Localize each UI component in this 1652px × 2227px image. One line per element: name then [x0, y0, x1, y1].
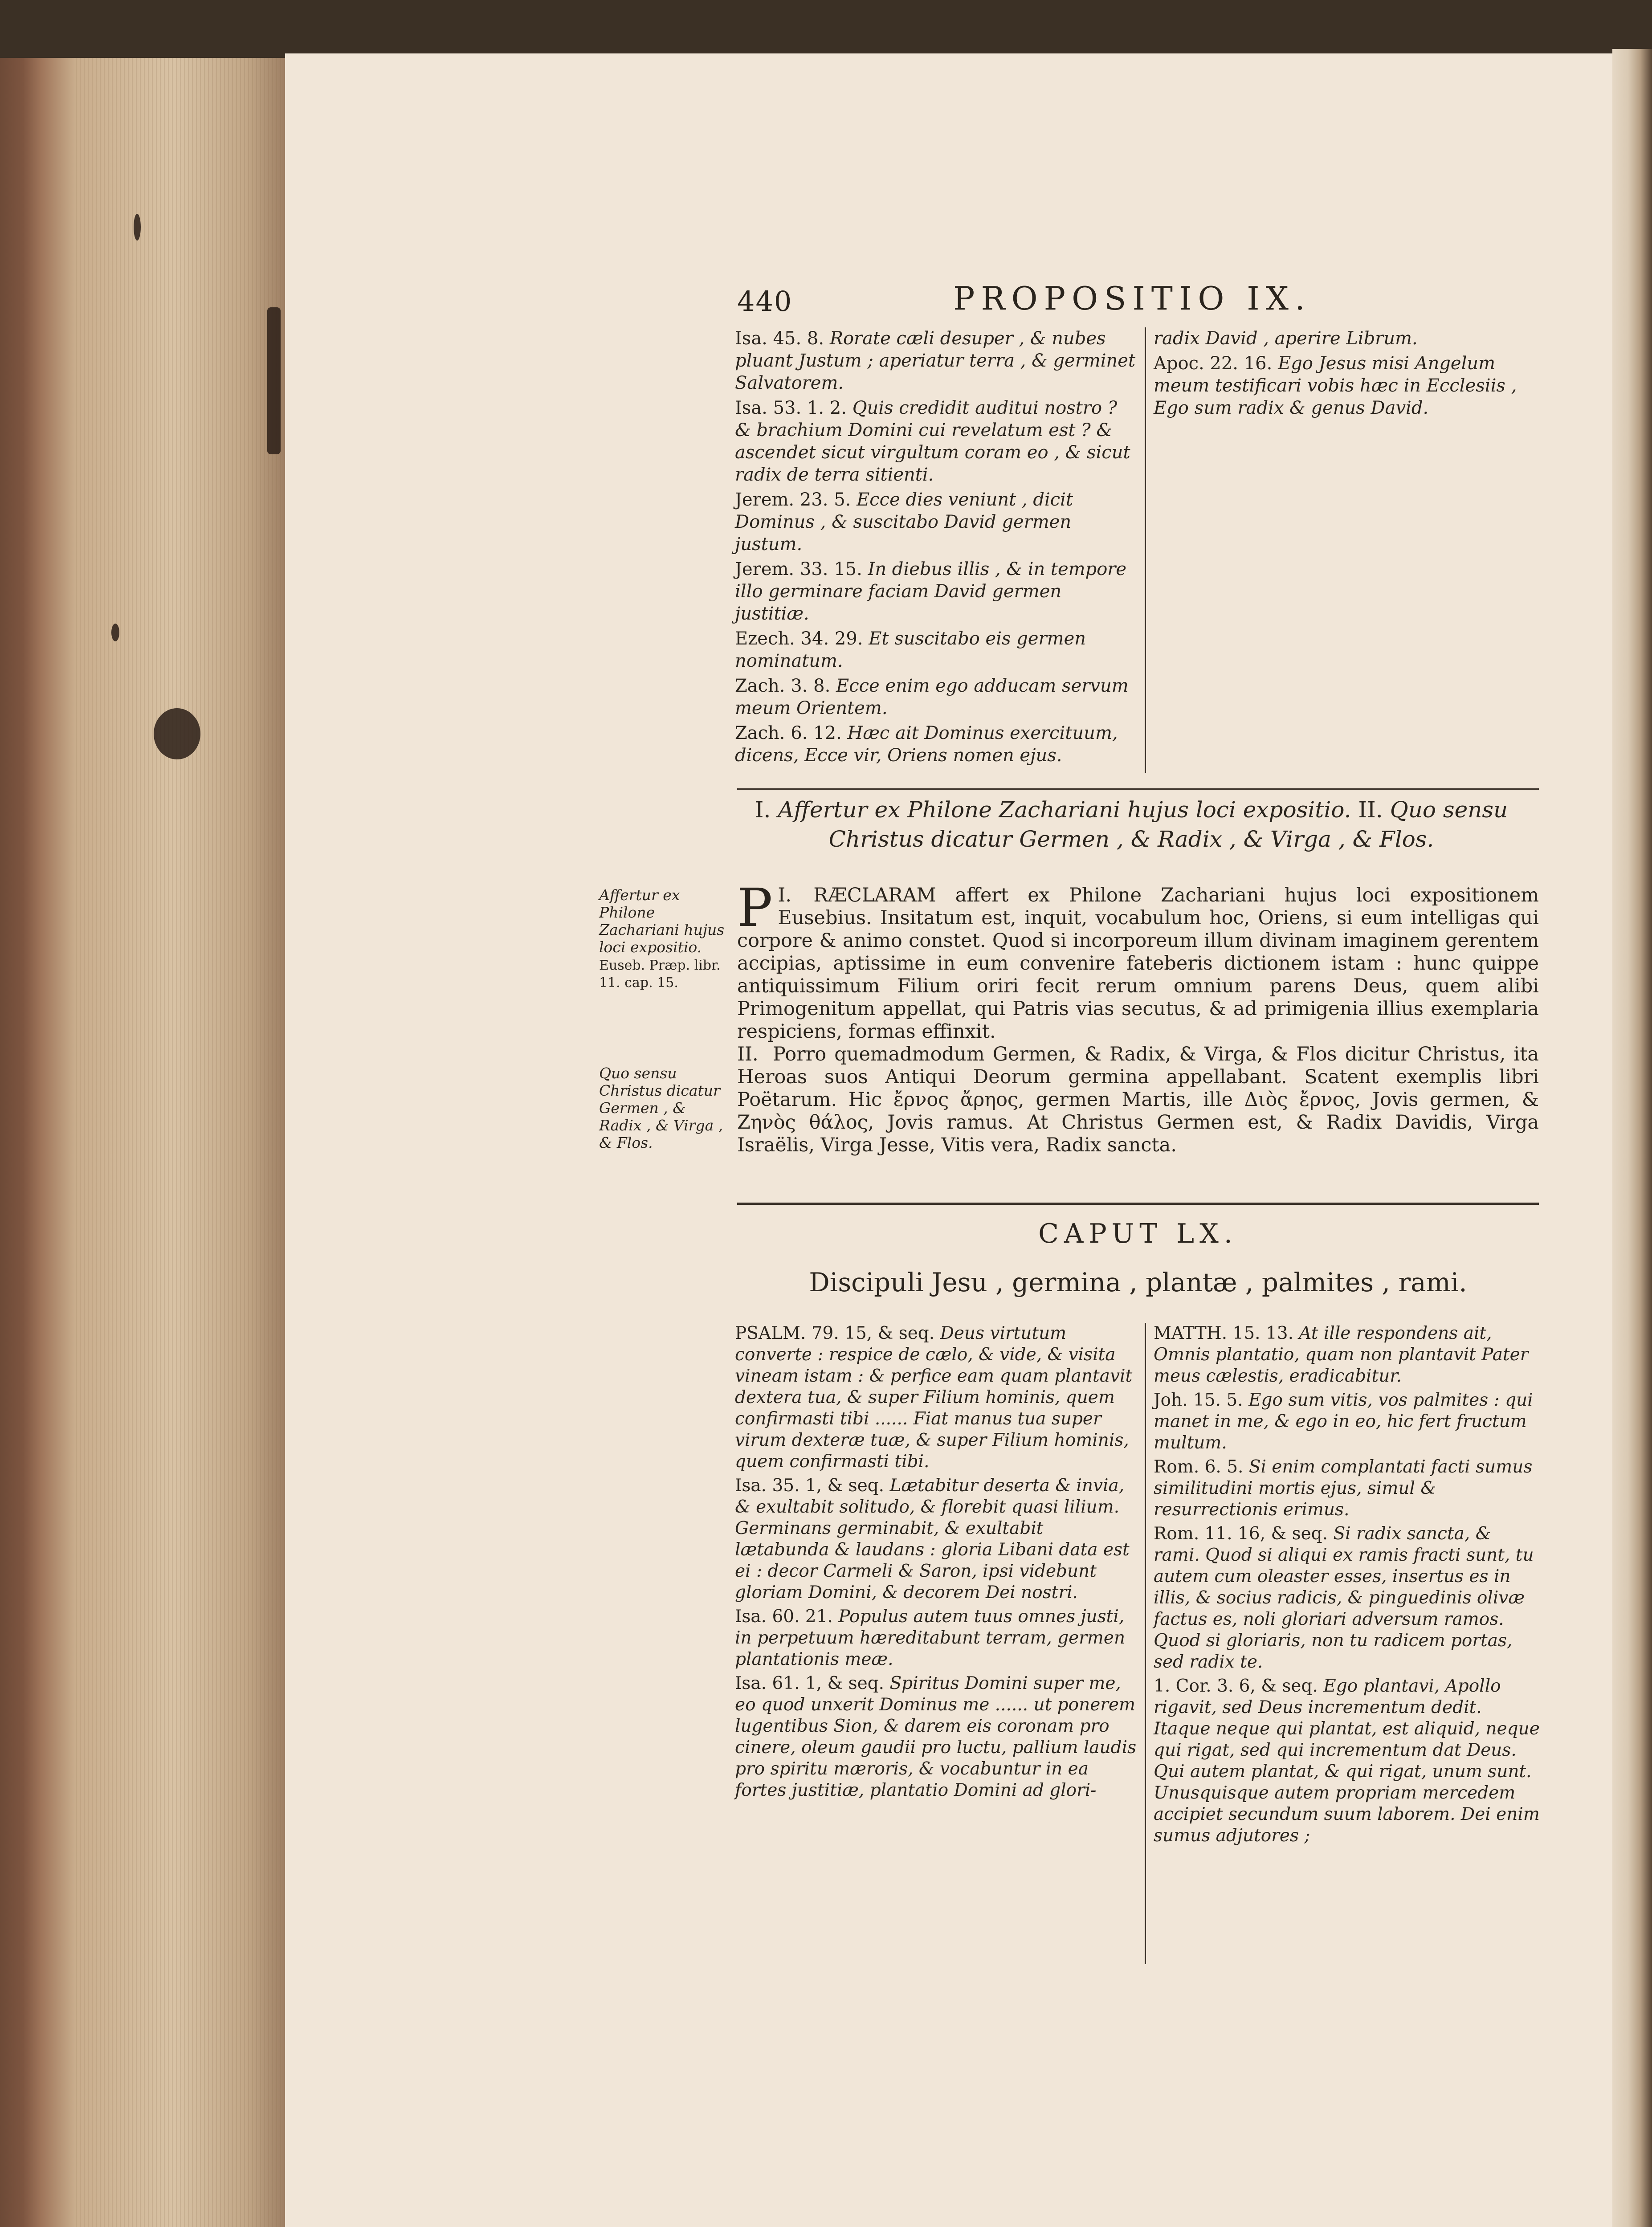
chapter-subtitle: Discipuli Jesu , germina , plantæ , palmites , rami.: [809, 1267, 1467, 1297]
column-rule: [1145, 327, 1146, 773]
scripture-entry: radix David , aperire Librum.: [1154, 328, 1418, 349]
scripture-entry: Isa. 61. 1, & seq. Spiritus Domini super me, eo quod unxerit Dominus me ...... ut ponerem lugentibus Sion, & darem eis coronam pro cinere, oleum gaudii pro luctu, pallium laudis pro spiritu mæroris, & vocabuntur in ea fortes justitiæ, plantatio Domini ad glori-: [735, 1673, 1137, 1800]
column-rule: [1145, 1323, 1146, 1964]
top-left-column: [735, 327, 1138, 769]
scripture-entry: Isa. 45. 8. Rorate cæli desuper , & nubes pluant Justum ; aperiatur terra , & germinet Salvatorem.: [735, 328, 1136, 393]
paragraph-2: II. Porro quemadmodum Germen, & Radix, & Virga, & Flos dicitur Christus, ita Heroas suos Antiqui Deorum germina appellabant. Scatent exemplis libri Poëtarum. Hic ἔρνος ἄρηος, germen Martis, ille Διὸς ἔρνος, Jovis germen, & Ζηνὸς θάλος, Jovis ramus. At Christus Germen est, & Radix Davidis, Virga Israëlis, Virga Jesse, Vitis vera, Radix sancta.: [737, 1043, 1539, 1156]
scripture-entry: Zach. 3. 8. Ecce enim ego adducam servum meum Orientem.: [735, 676, 1129, 718]
scripture-entry: Jerem. 23. 5. Ecce dies veniunt , dicit Dominus , & suscitabo David germen justum.: [735, 489, 1073, 555]
scripture-entry: Rom. 11. 16, & seq. Si radix sancta, & rami. Quod si aliqui ex ramis fracti sunt, tu autem cum oleaster esses, insertus es in illis, & socius radicis, & pinguedinis olivæ factus es, noli gloriari adversum ramos. Quod si gloriaris, non tu radicem portas, sed radix te.: [1154, 1524, 1534, 1672]
page-edges-texture: [76, 58, 285, 2227]
scripture-entry: Isa. 35. 1, & seq. Lætabitur deserta & invia, & exultabit solitudo, & florebit quasi lilium. Germinans germinabit, & exultabit lætabunda & laudans : gloria Libani data est ei : decor Carmeli & Saron, ipsi videbunt gloriam Domini, & decorem Dei nostri.: [735, 1476, 1130, 1603]
chapter-rule: [737, 1203, 1539, 1205]
scripture-entry: Rom. 6. 5. Si enim complantati facti sumus similitudini mortis ejus, simul & resurrectionis erimus.: [1154, 1457, 1533, 1520]
article-heading: I. Affertur ex Philone Zachariani hujus loci expositio. II. Quo sensu Christus dicatur Germen , & Radix , & Virga , & Flos.: [755, 797, 1508, 852]
page-number: 440: [737, 285, 793, 318]
paragraph-1: I. P RÆCLARAM affert ex Philone Zachariani hujus loci expositionem Eusebius. Insitatum est, inquit, vocabulum hoc, Oriens, si eum intelligas qui corpore & animo constet. Quod si incorporeum illum divinam imaginem gerentem accipias, aptissime in eum convenire fateberis dictionem istam : hunc quippe antiquissimum Filium oriri fecit rerum omnium parens Deus, quem alibi Primogenitum appellat, qui Patris vias secutus, & ad primigenia illius exemplaria respiciens, formas effinxit.: [737, 877, 1539, 1043]
ink-stain: [111, 624, 119, 641]
margin-note: Affertur ex Philone Zachariani hujus loci expositio. Euseb. Præp. libr. 11. cap. 15.: [599, 886, 733, 991]
scripture-entry: Jerem. 33. 15. In diebus illis , & in tempore illo germinare faciam David germen justitiæ.: [735, 559, 1127, 624]
ink-stain: [154, 708, 200, 759]
top-right-column: [1154, 327, 1541, 422]
scripture-entry: Isa. 53. 1. 2. Quis credidit auditui nostro ? & brachium Domini cui revelatum est ? & ascendet sicut virgultum coram eo , & sicut radix de terra sitienti.: [735, 398, 1130, 485]
scripture-entry: Ezech. 34. 29. Et suscitabo eis germen nominatum.: [735, 628, 1086, 671]
scripture-entry: PSALM. 79. 15, & seq. Deus virtutum converte : respice de cælo, & vide, & visita vineam istam : & perfice eam quam plantavit dextera tua, & super Filium hominis, quem confirmasti tibi ...... Fiat manus tua super virum dexteræ tuæ, & super Filium hominis, quem confirmasti tibi.: [735, 1323, 1133, 1472]
facing-page-edge: [1612, 49, 1652, 2227]
chapter-title: CAPUT LX.: [1038, 1218, 1238, 1249]
bottom-right-column: [1154, 1323, 1541, 1849]
drop-cap: P: [737, 877, 773, 938]
margin-note: Quo sensu Christus dicatur Germen , & Radix , & Virga , & Flos.: [599, 1065, 723, 1151]
scripture-entry: Isa. 60. 21. Populus autem tuus omnes justi, in perpetuum hæreditabunt terram, germen plantationis meæ.: [735, 1607, 1126, 1669]
body-text: [737, 877, 1539, 1157]
scripture-entry: Apoc. 22. 16. Ego Jesus misi Angelum meum testificari vobis hæc in Ecclesiis , Ego sum radix & genus David.: [1154, 353, 1517, 418]
book-fore-edge: [0, 58, 290, 2227]
section-rule: [737, 788, 1539, 790]
paragraph-number: II.: [737, 1043, 759, 1065]
margin-note-reference: Euseb. Præp. libr. 11. cap. 15.: [599, 958, 721, 991]
ink-stain: [134, 214, 141, 241]
ink-stain: [267, 307, 281, 454]
scripture-entry: Zach. 6. 12. Hæc ait Dominus exercituum, dicens, Ecce vir, Oriens nomen ejus.: [735, 723, 1118, 766]
scripture-entry: 1. Cor. 3. 6, & seq. Ego plantavi, Apollo rigavit, sed Deus incrementum dedit. Itaque neque qui plantat, est aliquid, neque qui rigat, sed qui incrementum dat Deus. Qui autem plantat, & qui rigat, unum sunt. Unusquisque autem propriam mercedem accipiet secundum suum laborem. Dei enim sumus adjutores ;: [1154, 1676, 1540, 1846]
running-head: PROPOSITIO IX.: [953, 280, 1311, 317]
paragraph-number: I.: [778, 884, 792, 906]
bottom-left-column: [735, 1323, 1138, 1804]
scripture-entry: MATTH. 15. 13. At ille respondens ait, Omnis plantatio, quam non plantavit Pater meus cælestis, eradicabitur.: [1154, 1323, 1529, 1386]
scripture-entry: Joh. 15. 5. Ego sum vitis, vos palmites : qui manet in me, & ego in eo, hic fert fructum multum.: [1154, 1390, 1533, 1453]
